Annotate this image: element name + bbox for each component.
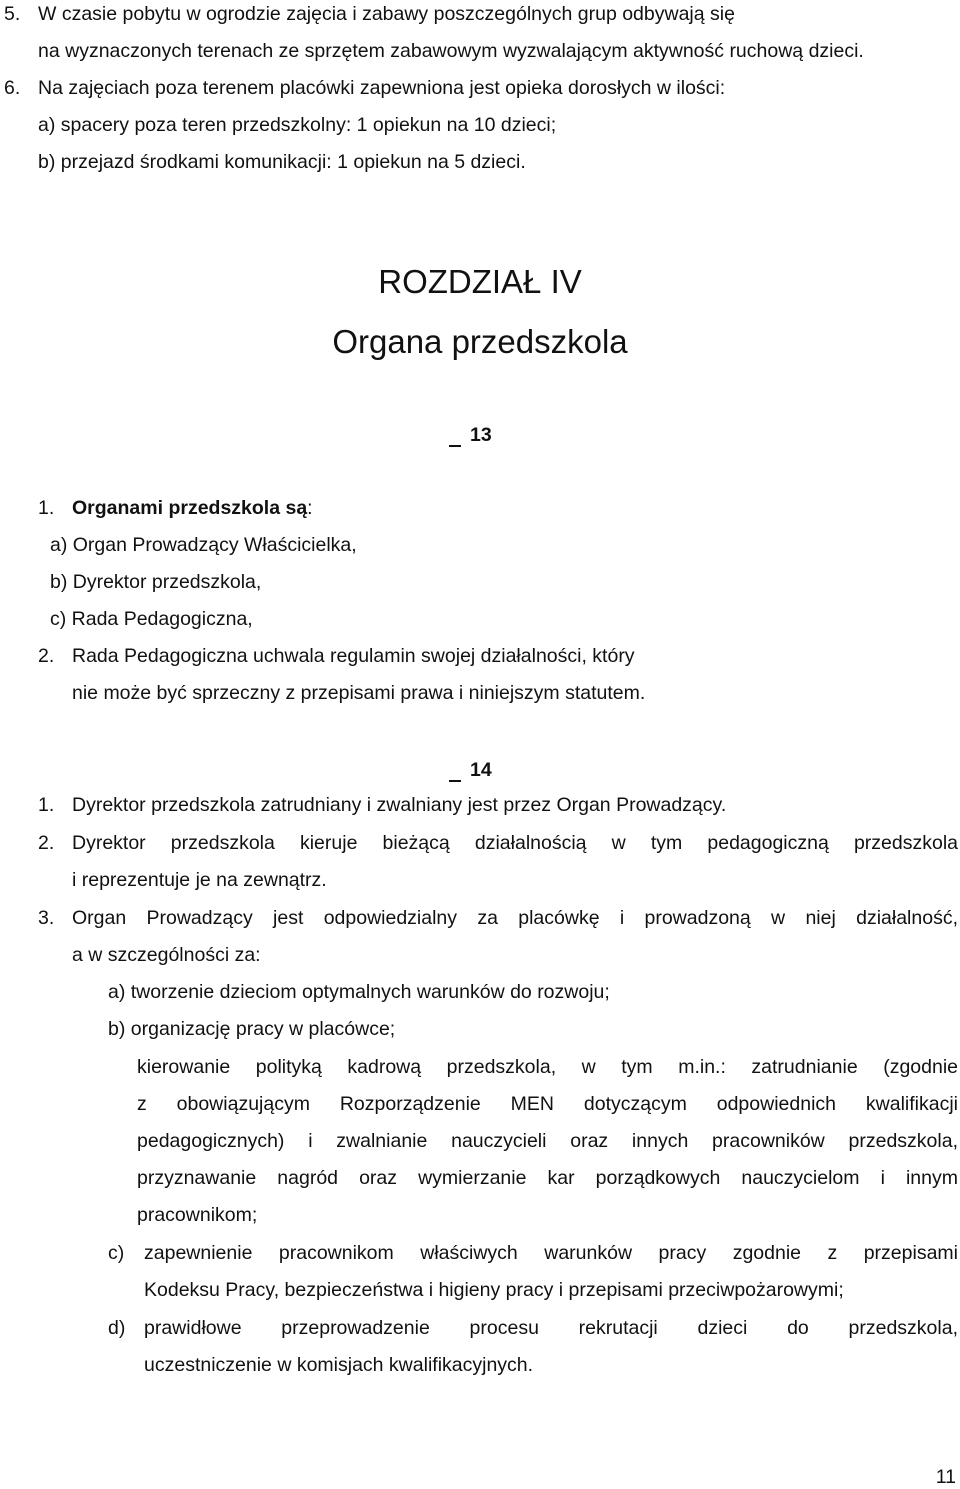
page-number: 11 [935,1466,956,1488]
chapter-number: ROZDZIAŁ IV [378,263,582,300]
paragraph-text [72,490,313,528]
list-item-text: pedagogicznych) i zwalnianie nauczycieli oraz innych pracowników przedszkola, [137,1130,958,1152]
list-item-label: d) [108,1317,126,1339]
paragraph-number: 6. [4,77,21,99]
paragraph-text: Na zajęciach poza terenem placówki zapewniona jest opieka dorosłych w ilości: [38,77,726,99]
list-item-text: prawidłowe przeprowadzenie procesu rekrutacji dzieci do przedszkola, [144,1317,958,1339]
list-item: c) Rada Pedagogiczna, [50,608,253,630]
list-item-text: Kodeksu Pracy, bezpieczeństwa i higieny pracy i przepisami przeciwpożarowymi; [144,1279,844,1301]
list-item-text: przyznawanie nagród oraz wymierzanie kar porządkowych nauczycielom i innym [137,1167,958,1189]
list-item: b) przejazd środkami komunikacji: 1 opiekun na 5 dzieci. [38,151,526,173]
list-item-label: c) [108,1242,125,1264]
list-item: b) organizację pracy w placówce; [108,1018,396,1040]
colon: : [307,497,313,519]
list-item-text: pracownikom; [137,1204,258,1226]
chapter-title: Organa przedszkola [332,323,628,360]
paragraph-number: 3. [38,907,55,929]
paragraph-text: nie może być sprzeczny z przepisami prawa i niniejszym statutem. [72,682,646,704]
paragraph-text: W czasie pobytu w ogrodzie zajęcia i zabawy poszczególnych grup odbywają się [38,3,735,25]
paragraph-number: 2. [38,645,55,667]
section-sign-icon [448,759,462,781]
paragraph-number: 1. [38,794,55,816]
paragraph-text: Organ Prowadzący jest odpowiedzialny za placówkę i prowadzoną w niej działalność, [72,907,958,929]
paragraph-number: 5. [4,3,21,25]
section-sign-icon [448,424,462,446]
list-item: a) Organ Prowadzący Właścicielka, [50,534,357,556]
list-item: a) tworzenie dzieciom optymalnych warunków do rozwoju; [108,981,610,1003]
section-heading [448,758,492,782]
list-item-text: z obowiązującym Rozporządzenie MEN dotyczącym odpowiednich kwalifikacji [137,1093,958,1115]
paragraph-text: Dyrektor przedszkola kieruje bieżącą działalnością w tym pedagogiczną przedszkola [72,832,958,854]
list-item: b) Dyrektor przedszkola, [50,571,262,593]
list-item-text: uczestniczenie w komisjach kwalifikacyjnych. [144,1354,534,1376]
paragraph-text: na wyznaczonych terenach ze sprzętem zabawowym wyzwalającym aktywność ruchową dzieci. [38,40,864,62]
section-heading [448,423,492,447]
section-number: 14 [470,759,492,781]
list-item-text: kierowanie polityką kadrową przedszkola, w tym m.in.: zatrudnianie (zgodnie [137,1056,958,1078]
paragraph-text: Dyrektor przedszkola zatrudniany i zwalniany jest przez Organ Prowadzący. [72,794,727,816]
paragraph-number: 1. [38,497,55,519]
paragraph-text: i reprezentuje je na zewnątrz. [72,869,327,891]
bold-phrase: Organami przedszkola są [72,497,308,519]
list-item: a) spacery poza teren przedszkolny: 1 opiekun na 10 dzieci; [38,114,557,136]
paragraph-text: Rada Pedagogiczna uchwala regulamin swojej działalności, który [72,645,635,667]
section-number: 13 [470,424,492,446]
paragraph-number: 2. [38,832,55,854]
list-item-text: zapewnienie pracownikom właściwych warunków pracy zgodnie z przepisami [144,1242,958,1264]
paragraph-text: a w szczególności za: [72,944,261,966]
